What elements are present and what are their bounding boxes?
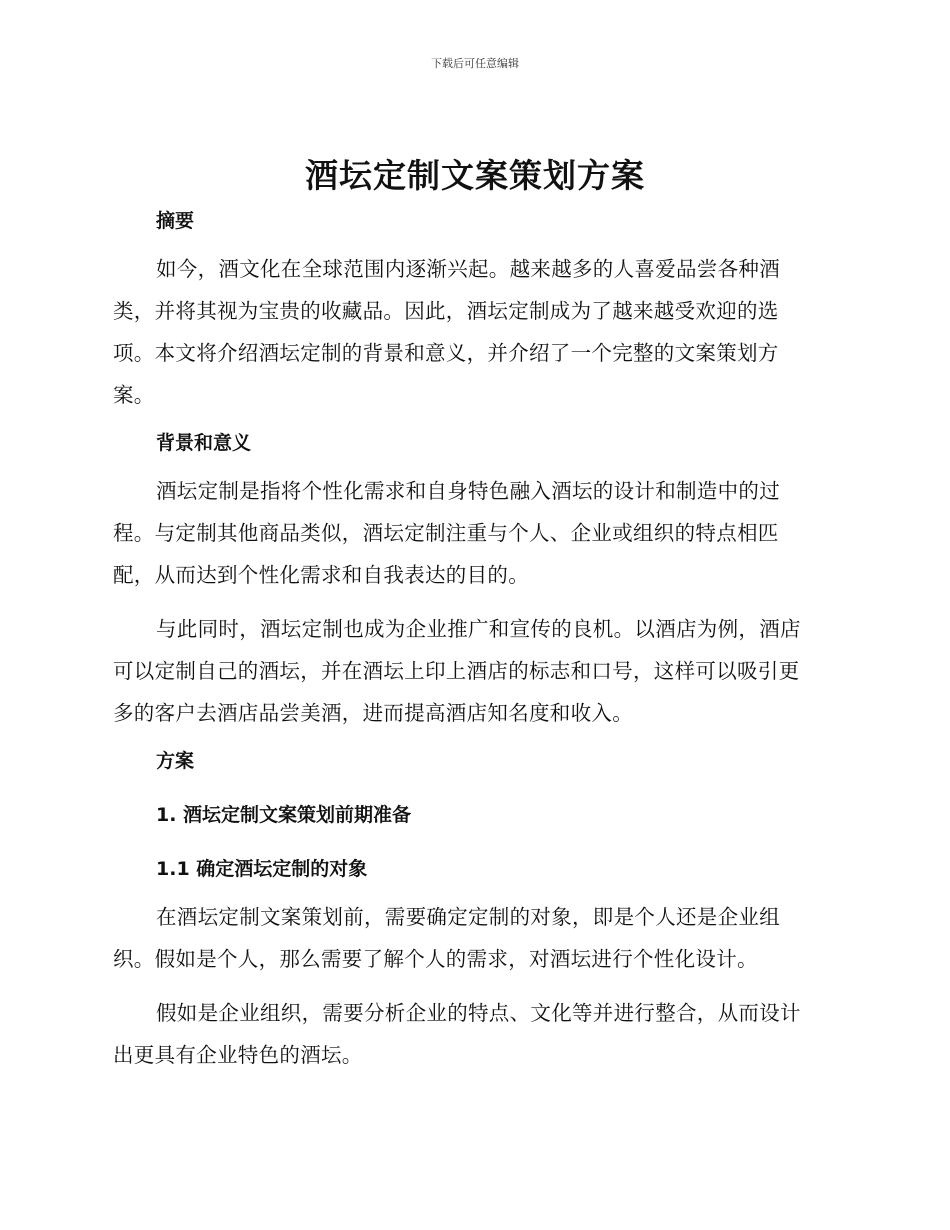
document-title: 酒坛定制文案策划方案: [305, 156, 645, 195]
section-1-heading: 1. 酒坛定制文案策划前期准备: [156, 804, 412, 826]
plan-heading: 方案: [156, 750, 195, 772]
section-1-1-paragraph-1: 在酒坛定制文案策划前，需要确定定制的对象，即是个人还是企业组 织。假如是个人，那么需要了解个人的需求，对酒坛进行个性化设计。: [113, 905, 780, 971]
section-1-1-paragraph-2: 假如是企业组织，需要分析企业的特点、文化等并进行整合，从而设计 出更具有企业特色的酒坛。: [113, 1001, 801, 1067]
page-header-note: 下载后可任意编辑: [431, 57, 519, 70]
document-body: [113, 206, 835, 1076]
background-paragraph-2: 与此同时，酒坛定制也成为企业推广和宣传的良机。以酒店为例，酒店 可以定制自己的酒坛，并在酒坛上印上酒店的标志和口号，这样可以吸引更 多的客户去酒店品尝美酒，进而提高酒店知名度和收入。: [113, 617, 801, 725]
abstract-heading: 摘要: [156, 210, 195, 232]
background-paragraph-1: 酒坛定制是指将个性化需求和自身特色融入酒坛的设计和制造中的过 程。与定制其他商品类似，酒坛定制注重与个人、企业或组织的特点相匹 配，从而达到个性化需求和自我表达的目的。: [113, 479, 780, 587]
section-1-1-heading: 1.1 确定酒坛定制的对象: [156, 858, 368, 880]
background-heading: 背景和意义: [156, 432, 252, 454]
abstract-paragraph: 如今，酒文化在全球范围内逐渐兴起。越来越多的人喜爱品尝各种酒 类，并将其视为宝贵的收藏品。因此，酒坛定制成为了越来越受欢迎的选 项。本文将介绍酒坛定制的背景和意义，并介绍了一个完整的文案策划方 案。: [113, 257, 780, 407]
